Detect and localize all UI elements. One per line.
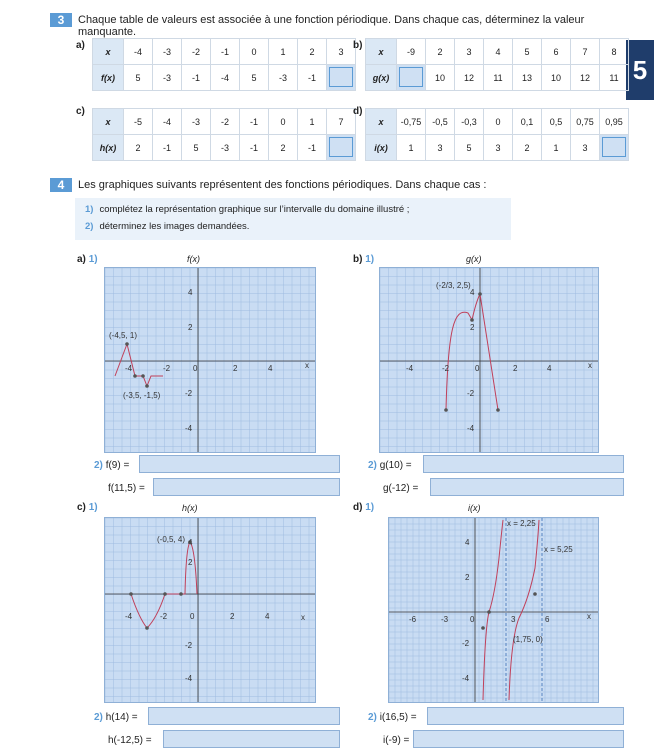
annot-c1: (-0,5, 4) [157, 535, 186, 544]
x-axis-label-c: x [301, 613, 305, 622]
answer-c-2[interactable] [163, 730, 340, 748]
table-3-answer-cell[interactable] [600, 135, 629, 161]
table-2-cell: -4 [153, 109, 182, 135]
answer-b-1[interactable] [423, 455, 624, 473]
ytick-a-4: -4 [185, 424, 193, 433]
xtick-c-3: 0 [190, 612, 195, 621]
table-1-cell: 6 [542, 39, 571, 65]
table-3-cell: 0,75 [571, 109, 600, 135]
x-axis-label-d: x [587, 612, 591, 621]
xtick-c-5: 4 [265, 612, 270, 621]
table-1-answer-cell[interactable] [397, 65, 426, 91]
table-1-cell: 10 [542, 65, 571, 91]
table-3-cell: 5 [455, 135, 484, 161]
table-0-cell: 2 [298, 39, 327, 65]
table-2-cell: -2 [211, 109, 240, 135]
table-0-cell: 3 [327, 39, 356, 65]
graph-a[interactable] [104, 267, 316, 453]
table-1-cell: -9 [397, 39, 426, 65]
xtick-b-1: -4 [406, 364, 414, 373]
table-0-cell: -4 [211, 65, 240, 91]
ytick-c-1: 4 [188, 538, 193, 547]
table-3-cell: 3 [484, 135, 513, 161]
ytick-c-4: -4 [185, 674, 193, 683]
graph-c-ylabel: h(x) [182, 503, 198, 513]
table-1-cell: 11 [600, 65, 629, 91]
part-b-label: b) 1) [353, 254, 375, 265]
table-3-cell: 1 [397, 135, 426, 161]
graph-b-svg [380, 268, 598, 452]
xtick-b-5: 4 [547, 364, 552, 373]
instruction-2: 2) déterminez les images demandées. [85, 221, 250, 232]
xtick-a-5: 4 [268, 364, 273, 373]
graph-d-curve-2 [509, 520, 539, 700]
question-3-text: Chaque table de valeurs est associée à une fonction périodique. Dans chaque cas, déterminez la valeur manquante. [78, 14, 585, 38]
part-b-q2: g(-12) = [383, 483, 419, 494]
table-3-cell: -0,3 [455, 109, 484, 135]
graph-a-ylabel: f(x) [187, 254, 200, 264]
xtick-b-3: 0 [475, 364, 480, 373]
part-a-q2: f(11,5) = [108, 483, 145, 494]
table-0-cell: -1 [298, 65, 327, 91]
table-1-cell: 8 [600, 39, 629, 65]
xtick-b-2: -2 [442, 364, 450, 373]
xtick-a-3: 0 [193, 364, 198, 373]
table-d-label: d) [353, 106, 363, 117]
table-1-cell: 12 [571, 65, 600, 91]
table-b [365, 38, 629, 91]
ytick-d-2: 2 [465, 573, 470, 582]
instructions-box [75, 198, 511, 240]
table-0-cell: -3 [153, 65, 182, 91]
table-2-cell: -1 [240, 109, 269, 135]
question-4-text: Les graphiques suivants représentent des fonctions périodiques. Dans chaque cas : [78, 179, 487, 191]
graph-d[interactable] [388, 517, 599, 703]
graph-c[interactable] [104, 517, 316, 703]
annot-b1: (-2/3, 2,5) [436, 281, 471, 290]
table-2-cell: 2 [124, 135, 153, 161]
chapter-tab: 5 [626, 40, 654, 100]
part-c-q2: h(-12,5) = [108, 735, 152, 746]
table-0-cell: -3 [269, 65, 298, 91]
table-2-cell: -1 [153, 135, 182, 161]
table-1-row-0-head: x [366, 39, 397, 65]
question-3-number: 3 [50, 13, 72, 27]
table-3-cell: 2 [513, 135, 542, 161]
annot-d3: (1,75, 0) [513, 635, 543, 644]
table-0-cell: -3 [153, 39, 182, 65]
table-0-cell: 5 [124, 65, 153, 91]
ytick-b-4: -4 [467, 424, 475, 433]
table-2-cell: -1 [240, 135, 269, 161]
table-3-cell: 0,95 [600, 109, 629, 135]
table-0-row-1-head: f(x) [93, 65, 124, 91]
table-0-cell: 5 [240, 65, 269, 91]
table-3-cell: -0,75 [397, 109, 426, 135]
part-c-label: c) 1) [77, 502, 98, 513]
xtick-d-3: 0 [470, 615, 475, 624]
table-0-cell: -4 [124, 39, 153, 65]
annot-d1: x = 2,25 [507, 519, 536, 528]
graph-a-svg [105, 268, 315, 452]
table-0-row-0-head: x [93, 39, 124, 65]
table-c [92, 108, 356, 161]
part-c-q1: 2) h(14) = [94, 712, 138, 723]
table-1-cell: 13 [513, 65, 542, 91]
xtick-b-4: 2 [513, 364, 518, 373]
table-1-cell: 11 [484, 65, 513, 91]
xtick-c-1: -4 [125, 612, 133, 621]
part-b-q1: 2) g(10) = [368, 460, 412, 471]
table-1-row-1-head: g(x) [366, 65, 397, 91]
table-c-label: c) [76, 106, 85, 117]
table-b-label: b) [353, 40, 363, 51]
graph-b[interactable] [379, 267, 599, 453]
ytick-a-1: 4 [188, 288, 193, 297]
table-2-cell: -3 [182, 109, 211, 135]
xtick-d-2: -3 [441, 615, 449, 624]
xtick-d-4: 3 [511, 615, 516, 624]
table-2-cell: -5 [124, 109, 153, 135]
table-3-cell: 0,5 [542, 109, 571, 135]
table-2-cell: -3 [211, 135, 240, 161]
table-3-cell: 3 [426, 135, 455, 161]
table-1-cell: 10 [426, 65, 455, 91]
ytick-b-1: 4 [470, 288, 475, 297]
table-3-cell: -0,5 [426, 109, 455, 135]
graph-d-svg [389, 518, 598, 702]
instruction-1: 1) complétez la représentation graphique sur l’intervalle du domaine illustré ; [85, 204, 410, 215]
graph-c-svg [105, 518, 315, 702]
answer-d-1[interactable] [427, 707, 624, 725]
graph-d-ylabel: i(x) [468, 503, 481, 513]
question-4-number: 4 [50, 178, 72, 192]
table-1-cell: 12 [455, 65, 484, 91]
ytick-c-3: -2 [185, 641, 193, 650]
table-a-label: a) [76, 40, 85, 51]
part-a-label: a) 1) [77, 254, 98, 265]
x-axis-label-b: x [588, 361, 592, 370]
table-0-cell: 0 [240, 39, 269, 65]
xtick-d-1: -6 [409, 615, 417, 624]
answer-c-1[interactable] [148, 707, 340, 725]
table-3-cell: 0,1 [513, 109, 542, 135]
table-3-cell: 3 [571, 135, 600, 161]
xtick-c-4: 2 [230, 612, 235, 621]
table-2-row-1-head: h(x) [93, 135, 124, 161]
table-0-cell: -1 [211, 39, 240, 65]
part-d-label: d) 1) [353, 502, 375, 513]
ytick-b-2: 2 [470, 323, 475, 332]
answer-a-2[interactable] [153, 478, 340, 496]
table-a [92, 38, 356, 91]
ytick-d-4: -4 [462, 674, 470, 683]
table-2-cell: 7 [327, 109, 356, 135]
table-2-cell: 5 [182, 135, 211, 161]
ytick-a-2: 2 [188, 323, 193, 332]
table-1-cell: 2 [426, 39, 455, 65]
ytick-d-1: 4 [465, 538, 470, 547]
table-3-cell: 0 [484, 109, 513, 135]
ytick-b-3: -2 [467, 389, 475, 398]
table-1-cell: 4 [484, 39, 513, 65]
answer-a-1[interactable] [139, 455, 340, 473]
table-2-answer-cell[interactable] [327, 135, 356, 161]
xtick-c-2: -2 [160, 612, 168, 621]
annot-a2: (-3,5, -1,5) [123, 391, 161, 400]
table-2-cell: 2 [269, 135, 298, 161]
table-2-row-0-head: x [93, 109, 124, 135]
table-0-cell: -2 [182, 39, 211, 65]
table-1-cell: 5 [513, 39, 542, 65]
graph-b-ylabel: g(x) [466, 254, 482, 264]
x-axis-label-a: x [305, 361, 309, 370]
table-1-cell: 7 [571, 39, 600, 65]
table-1-cell: 3 [455, 39, 484, 65]
table-3-cell: 1 [542, 135, 571, 161]
xtick-d-5: 6 [545, 615, 550, 624]
table-2-cell: -1 [298, 135, 327, 161]
xtick-a-2: -2 [163, 364, 171, 373]
table-0-answer-cell[interactable] [327, 65, 356, 91]
ytick-c-2: 2 [188, 558, 193, 567]
answer-b-2[interactable] [430, 478, 624, 496]
xtick-a-1: -4 [125, 364, 133, 373]
table-3-row-0-head: x [366, 109, 397, 135]
xtick-a-4: 2 [233, 364, 238, 373]
part-a-q1: 2) f(9) = [94, 460, 130, 471]
table-0-cell: 1 [269, 39, 298, 65]
part-d-q2: i(-9) = [383, 735, 410, 746]
graph-d-curve-1 [483, 520, 503, 700]
table-d [365, 108, 629, 161]
part-d-q1: 2) i(16,5) = [368, 712, 417, 723]
ytick-a-3: -2 [185, 389, 193, 398]
ytick-d-3: -2 [462, 639, 470, 648]
table-3-row-1-head: i(x) [366, 135, 397, 161]
table-2-cell: 0 [269, 109, 298, 135]
table-2-cell: 1 [298, 109, 327, 135]
answer-d-2[interactable] [413, 730, 624, 748]
annot-d2: x = 5,25 [544, 545, 573, 554]
table-0-cell: -1 [182, 65, 211, 91]
annot-a1: (-4,5, 1) [109, 331, 138, 340]
